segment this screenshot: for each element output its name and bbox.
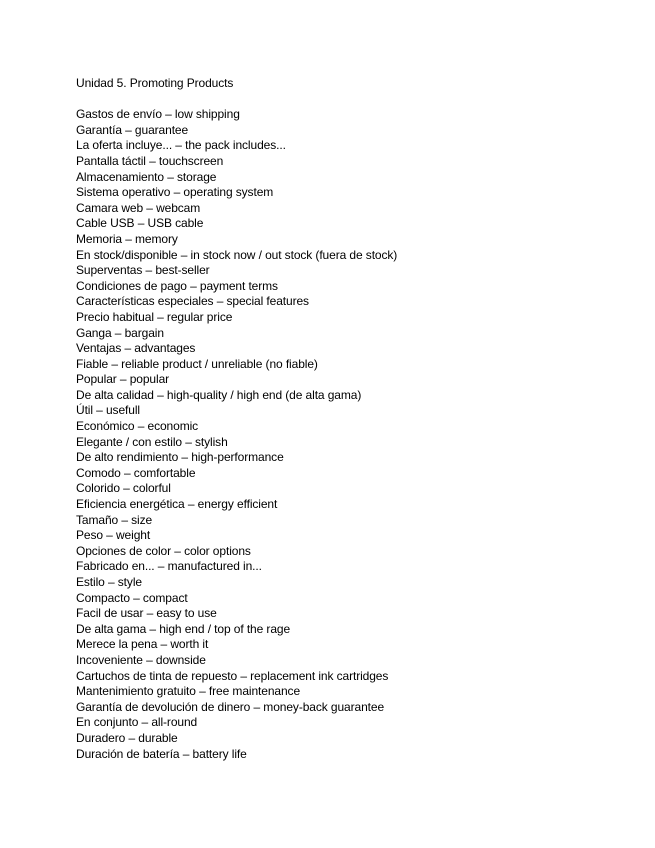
- blank-line: [76, 92, 636, 108]
- vocabulary-entry: Precio habitual – regular price: [76, 309, 233, 324]
- vocabulary-entry: Garantía de devolución de dinero – money-back guarantee: [76, 699, 385, 714]
- vocabulary-entry: Eficiencia energética – energy efficient: [76, 497, 278, 512]
- vocabulary-entry: De alta gama – high end / top of the rage: [76, 621, 291, 636]
- vocabulary-entry: Peso – weight: [76, 528, 151, 543]
- vocabulary-entry: Fabricado en... – manufactured in...: [76, 559, 262, 574]
- vocabulary-entry: Duradero – durable: [76, 730, 178, 745]
- vocabulary-entry: Colorido – colorful: [76, 481, 171, 496]
- vocabulary-entry: Características especiales – special features: [76, 294, 309, 309]
- vocabulary-entry: De alta calidad – high-quality / high end (de alta gama): [76, 387, 362, 402]
- vocabulary-entry: Ventajas – advantages: [76, 341, 196, 356]
- vocabulary-entry: Comodo – comfortable: [76, 465, 196, 480]
- vocabulary-entry: Tamaño – size: [76, 512, 153, 527]
- vocabulary-entry: Superventas – best-seller: [76, 263, 210, 278]
- vocabulary-entry: Sistema operativo – operating system: [76, 185, 274, 200]
- vocabulary-entry: Útil – usefull: [76, 403, 140, 418]
- vocabulary-entry: Merece la pena – worth it: [76, 637, 209, 652]
- vocabulary-entry: Cable USB – USB cable: [76, 216, 204, 231]
- vocabulary-entry: Camara web – webcam: [76, 200, 201, 215]
- vocabulary-entry: Económico – economic: [76, 419, 199, 434]
- vocabulary-entry: Incoveniente – downside: [76, 652, 206, 667]
- vocabulary-entry: Mantenimiento gratuito – free maintenance: [76, 684, 301, 699]
- vocabulary-entry: Duración de batería – battery life: [76, 746, 247, 761]
- vocabulary-entry: Cartuchos de tinta de repuesto – replacement ink cartridges: [76, 668, 389, 683]
- document-title: Unidad 5. Promoting Products: [76, 76, 234, 90]
- vocabulary-entry: Compacto – compact: [76, 590, 188, 605]
- vocabulary-entry: Ganga – bargain: [76, 325, 164, 340]
- vocabulary-list: [76, 107, 636, 762]
- vocabulary-entry: Opciones de color – color options: [76, 543, 251, 558]
- vocabulary-entry: Pantalla táctil – touchscreen: [76, 153, 224, 168]
- vocabulary-entry: Garantía – guarantee: [76, 122, 189, 137]
- vocabulary-entry: En stock/disponible – in stock now / out stock (fuera de stock): [76, 247, 398, 262]
- vocabulary-entry: La oferta incluye... – the pack includes...: [76, 138, 286, 153]
- vocabulary-entry: Gastos de envío – low shipping: [76, 107, 240, 122]
- vocabulary-entry: Elegante / con estilo – stylish: [76, 434, 228, 449]
- vocabulary-entry: En conjunto – all-round: [76, 715, 198, 730]
- vocabulary-entry: Almacenamiento – storage: [76, 169, 217, 184]
- vocabulary-entry: Facil de usar – easy to use: [76, 606, 217, 621]
- vocabulary-entry: Fiable – reliable product / unreliable (no fiable): [76, 356, 318, 371]
- document-body: [76, 76, 636, 762]
- vocabulary-entry: Estilo – style: [76, 575, 142, 589]
- vocabulary-entry: De alto rendimiento – high-performance: [76, 450, 284, 465]
- vocabulary-entry: Condiciones de pago – payment terms: [76, 278, 278, 293]
- vocabulary-entry: Popular – popular: [76, 372, 170, 387]
- vocabulary-entry: Memoria – memory: [76, 231, 178, 246]
